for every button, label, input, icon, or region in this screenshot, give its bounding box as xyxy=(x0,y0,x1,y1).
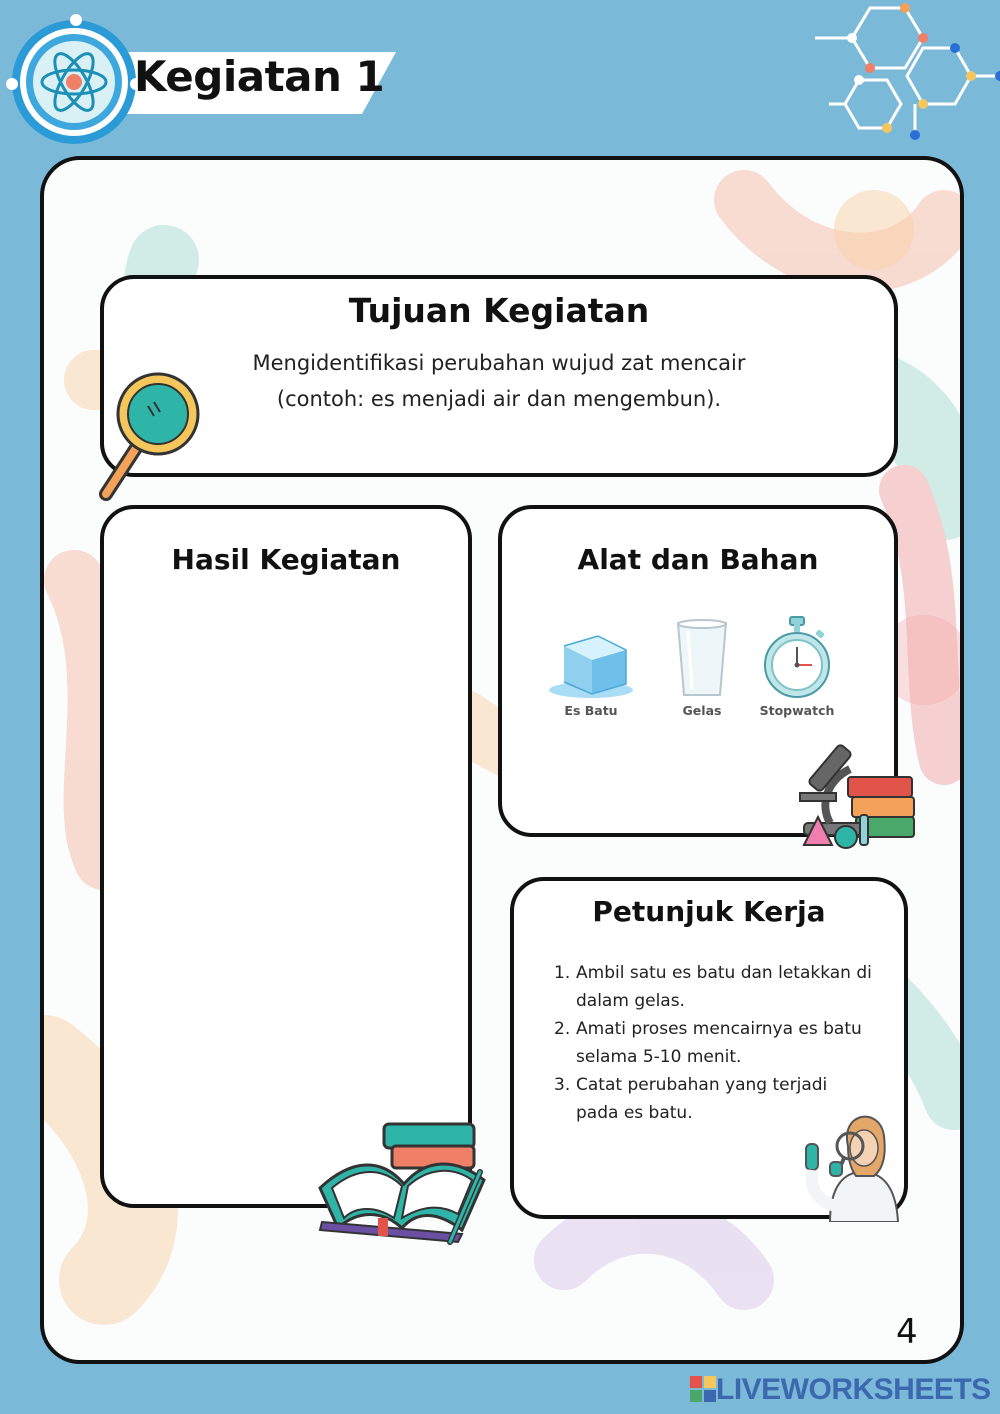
books-icon xyxy=(312,1118,490,1246)
step-number: 1. xyxy=(554,963,571,983)
page-title: Kegiatan 1 xyxy=(134,52,385,101)
materials-title: Alat dan Bahan xyxy=(577,543,819,576)
step-text: pada es batu. xyxy=(576,1103,693,1123)
glass-icon xyxy=(674,619,730,699)
objective-line: (contoh: es menjadi air dan mengembun). xyxy=(276,387,722,411)
results-card[interactable] xyxy=(100,505,472,1208)
step-text: Catat perubahan yang terjadi xyxy=(576,1075,828,1095)
material-label: Stopwatch xyxy=(759,703,835,718)
instructions-list xyxy=(554,959,899,1127)
step-text: selama 5-10 menit. xyxy=(576,1047,742,1067)
ice-cube-icon xyxy=(546,624,636,700)
objective-card xyxy=(100,275,898,477)
stopwatch-icon xyxy=(762,615,832,699)
material-label: Gelas xyxy=(682,703,722,718)
step-text: Amati proses mencairnya es batu xyxy=(576,1019,862,1039)
scientist-icon xyxy=(800,1106,910,1222)
objective-line: Mengidentifikasi perubahan wujud zat mencair xyxy=(252,351,746,375)
step-text: Ambil satu es batu dan letakkan di xyxy=(576,963,872,983)
list-item xyxy=(554,959,899,1015)
magnifier-icon xyxy=(96,372,206,502)
molecule-icon xyxy=(815,0,1000,145)
page-number: 4 xyxy=(896,1312,918,1352)
brand-text: LIVEWORKSHEETS xyxy=(716,1373,991,1406)
instructions-title: Petunjuk Kerja xyxy=(592,895,826,928)
microscope-icon xyxy=(790,735,920,850)
objective-title: Tujuan Kegiatan xyxy=(348,291,650,330)
results-title: Hasil Kegiatan xyxy=(171,543,401,576)
atom-icon xyxy=(4,12,144,152)
step-number: 2. xyxy=(554,1019,571,1039)
list-item xyxy=(554,1015,899,1071)
liveworksheets-logo-icon xyxy=(690,1376,716,1404)
brand-logo xyxy=(690,1372,991,1408)
objective-text xyxy=(104,345,894,417)
step-text: dalam gelas. xyxy=(576,991,685,1011)
step-number: 3. xyxy=(554,1075,571,1095)
material-label: Es Batu xyxy=(564,703,618,718)
